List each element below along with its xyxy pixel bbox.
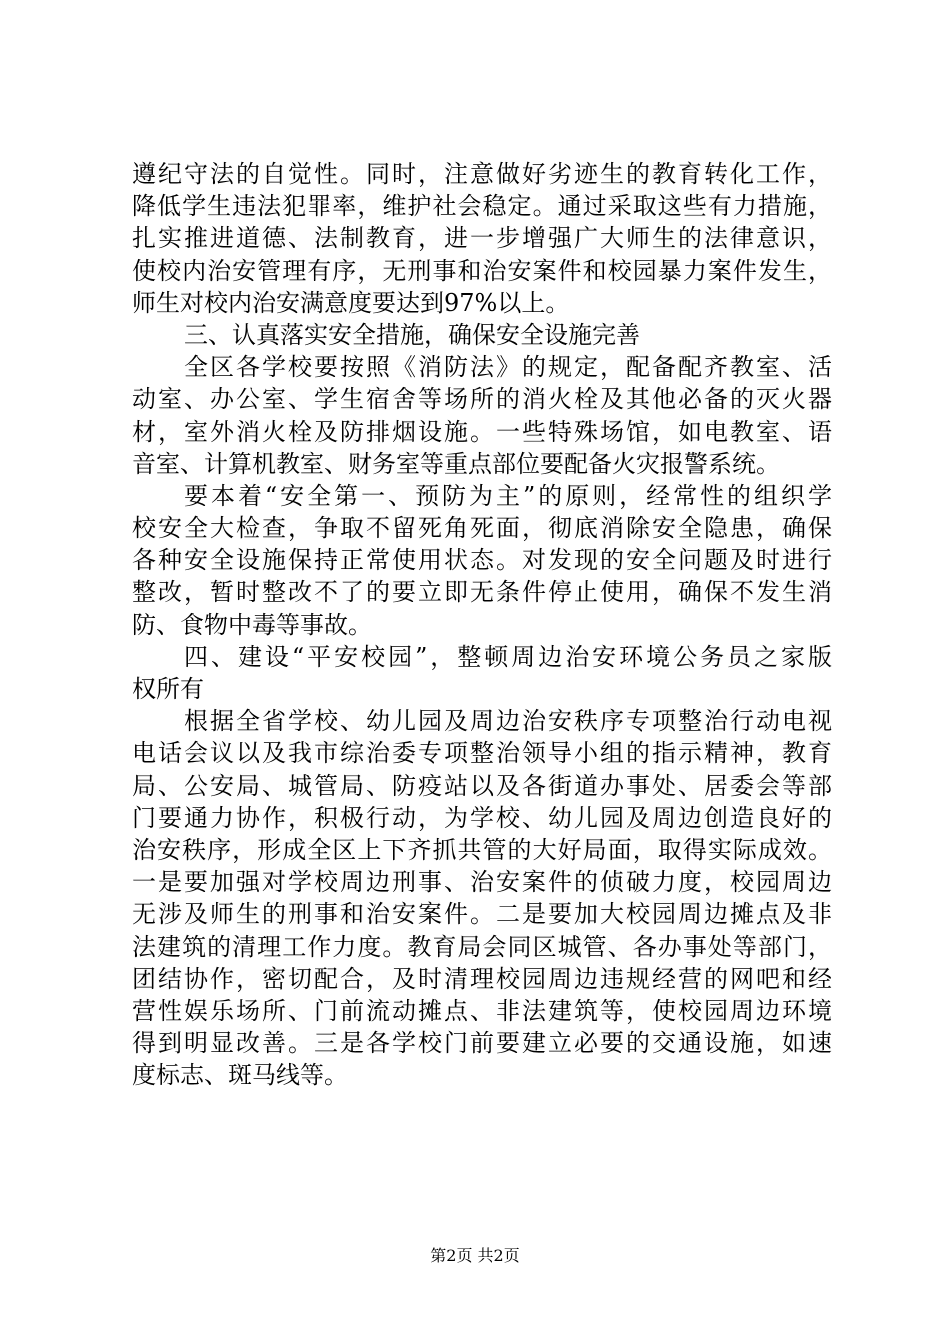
text-line: 营性娱乐场所、门前流动摊点、非法建筑等，使校园周边环境 [132,996,832,1025]
text-line: 使校内治安管理有序，无刑事和治安案件和校园暴力案件发生， [132,256,832,285]
text-line: 扎实推进道德、法制教育，进一步增强广大师生的法律意识， [132,224,832,253]
text-line: 各种安全设施保持正常使用状态。对发现的安全问题及时进行 [132,546,832,575]
page-footer: 第2页 共2页 [430,1246,520,1265]
text-line: 整改，暂时整改不了的要立即无条件停止使用，确保不发生消 [132,578,832,607]
text-line: 遵纪守法的自觉性。同时，注意做好劣迹生的教育转化工作， [132,160,832,188]
text-line: 电话会议以及我市综治委专项整治领导小组的指示精神，教育 [132,739,832,768]
text-line: 一是要加强对学校周边刑事、治安案件的侦破力度，校园周边 [132,868,832,897]
text-line: 音室、计算机教室、财务室等重点部位要配备火灾报警系统。 [132,449,780,478]
text-line: 度标志、斑马线等。 [132,1061,348,1090]
text-line: 权所有 [132,675,204,703]
text-line: 门要通力协作，积极行动，为学校、幼儿园及周边创造良好的 [132,803,832,832]
text-line: 治安秩序，形成全区上下齐抓共管的大好局面，取得实际成效。 [132,835,832,864]
text-line: 得到明显改善。三是各学校门前要建立必要的交通设施，如速 [132,1029,832,1058]
text-line: 法建筑的清理工作力度。教育局会同区城管、各办事处等部门， [132,932,832,961]
text-line: 四、建设“平安校园”，整顿周边治安环境公务员之家版 [184,642,832,671]
text-line: 要本着“安全第一、预防为主”的原则，经常性的组织学 [184,481,832,510]
text-line: 无涉及师生的刑事和治安案件。二是要加大校园周边摊点及非 [132,900,832,929]
text-line: 材，室外消火栓及防排烟设施。一些特殊场馆，如电教室、语 [132,417,832,446]
text-line: 局、公安局、城管局、防疫站以及各街道办事处、居委会等部 [132,771,832,800]
text-line: 全区各学校要按照《消防法》的规定，配备配齐教室、活 [184,353,832,382]
text-line: 动室、办公室、学生宿舍等场所的消火栓及其他必备的灭火器 [132,385,832,414]
text-line: 校安全大检查，争取不留死角死面，彻底消除安全隐患，确保 [132,514,832,543]
document-body [132,158,832,1091]
text-line: 防、食物中毒等事故。 [132,610,372,639]
text-line: 降低学生违法犯罪率，维护社会稳定。通过采取这些有力措施， [132,192,832,221]
text-line: 团结协作，密切配合，及时清理校园周边违规经营的网吧和经 [132,964,832,993]
text-line: 根据全省学校、幼儿园及周边治安秩序专项整治行动电视 [184,707,832,736]
text-line: 师生对校内治安满意度要达到97%以上。 [132,288,570,317]
text-line: 三、认真落实安全措施，确保安全设施完善 [184,320,640,349]
